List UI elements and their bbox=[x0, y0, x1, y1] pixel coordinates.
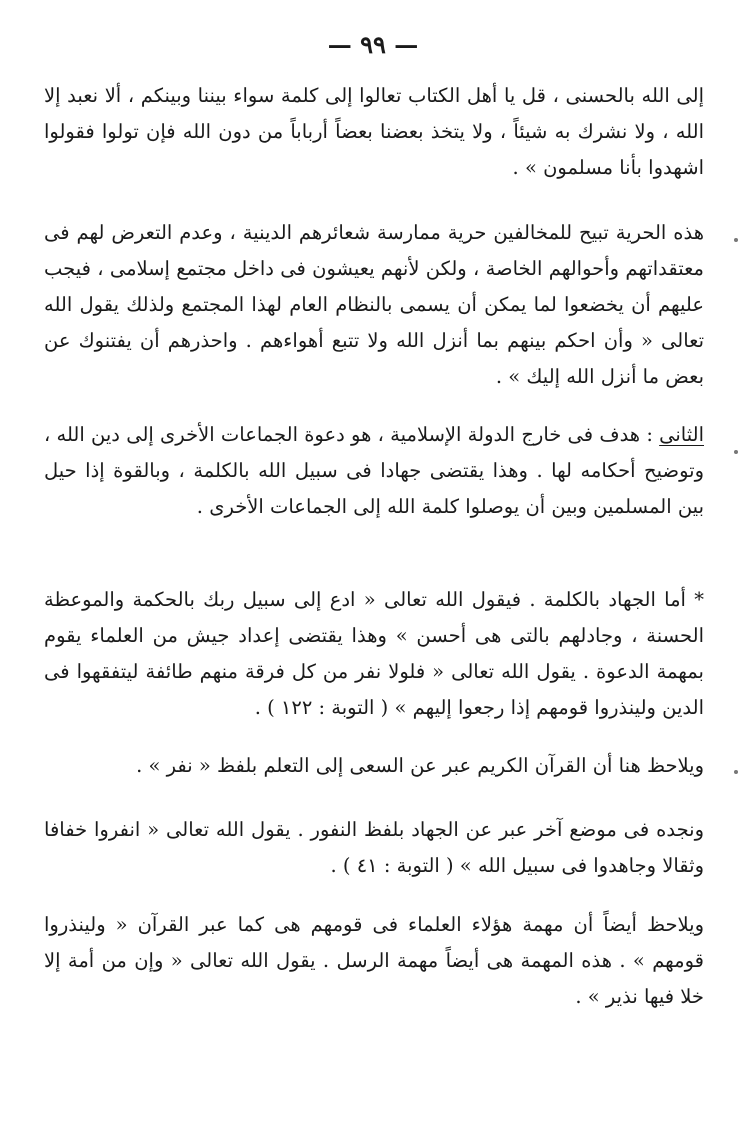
paragraph-text: * أما الجهاد بالكلمة . فيقول الله تعالى « ادع إلى سبيل ربك بالحكمة والموعظة الحسنة ، وجادلهم بالتى هى أحسن » وهذا يقتضى إعداد جيش من العلماء يقوم بمهمة الدعوة . يقول الله تعالى « فلولا نفر من كل فرقة منهم طائفة ليتفقهوا فى الدين ولينذروا قومهم إذا رجعوا إليهم » ( التوبة : ١٢٢ ) . bbox=[44, 588, 704, 719]
paragraph-scholars-mission bbox=[44, 907, 704, 1015]
paragraph-quran-invitation bbox=[44, 78, 704, 186]
margin-speck bbox=[734, 770, 738, 774]
page-number: — ٩٩ — bbox=[327, 30, 419, 59]
paragraph-text: هذه الحرية تبيح للمخالفين حرية ممارسة شعائرهم الدينية ، وعدم التعرض لهم فى معتقداتهم وأحوالهم الخاصة ، ولكن لأنهم يعيشون فى داخل مجتمع إسلامى ، فيجب عليهم أن يخضعوا لما يمكن أن يسمى بالنظام العام لهذا المجتمع ولذلك يقول الله تعالى « وأن احكم بينهم بما أنزل الله ولا تتبع أهواءهم . واحذرهم أن يفتنوك عن بعض ما أنزل الله إليك » . bbox=[44, 221, 704, 388]
paragraph-text: ويلاحظ هنا أن القرآن الكريم عبر عن السعى إلى التعلم بلفظ « نفر » . bbox=[136, 754, 704, 777]
paragraph-nufur bbox=[44, 812, 704, 884]
paragraph-text: ويلاحظ أيضاً أن مهمة هؤلاء العلماء فى قومهم هى كما عبر القرآن « ولينذروا قومهم » . هذه المهمة هى أيضاً مهمة الرسل . يقول الله تعالى « وإن من أمة إلا خلا فيها نذير » . bbox=[44, 913, 704, 1008]
paragraph-text: إلى الله بالحسنى ، قل يا أهل الكتاب تعالوا إلى كلمة سواء بيننا وبينكم ، ألا نعبد إلا الله ، ولا نشرك به شيئاً ، ولا يتخذ بعضنا بعضاً أرباباً من دون الله فإن تولوا فقولوا اشهدوا بأنا مسلمون » . bbox=[44, 84, 704, 179]
paragraph-rest: : هدف فى خارج الدولة الإسلامية ، هو دعوة الجماعات الأخرى إلى دين الله ، وتوضيح أحكامه لها . وهذا يقتضى جهادا فى سبيل الله بالكلمة ، وبالقوة إذا حيل بين المسلمين وبين أن يوصلوا كلمة الله إلى الجماعات الأخرى . bbox=[44, 423, 704, 518]
paragraph-jihad-by-word bbox=[44, 582, 704, 726]
margin-speck bbox=[734, 238, 738, 242]
paragraph-lead-word: الثانى bbox=[659, 423, 704, 446]
paragraph-text bbox=[44, 417, 704, 525]
paragraph-note-nafar bbox=[44, 748, 704, 784]
paragraph-freedom-of-religion bbox=[44, 215, 704, 395]
paragraph-second-goal bbox=[44, 417, 704, 525]
margin-speck bbox=[734, 450, 738, 454]
paragraph-text: ونجده فى موضع آخر عبر عن الجهاد بلفظ النفور . يقول الله تعالى « انفروا خفافا وثقالا وجاهدوا فى سبيل الله » ( التوبة : ٤١ ) . bbox=[44, 818, 704, 877]
